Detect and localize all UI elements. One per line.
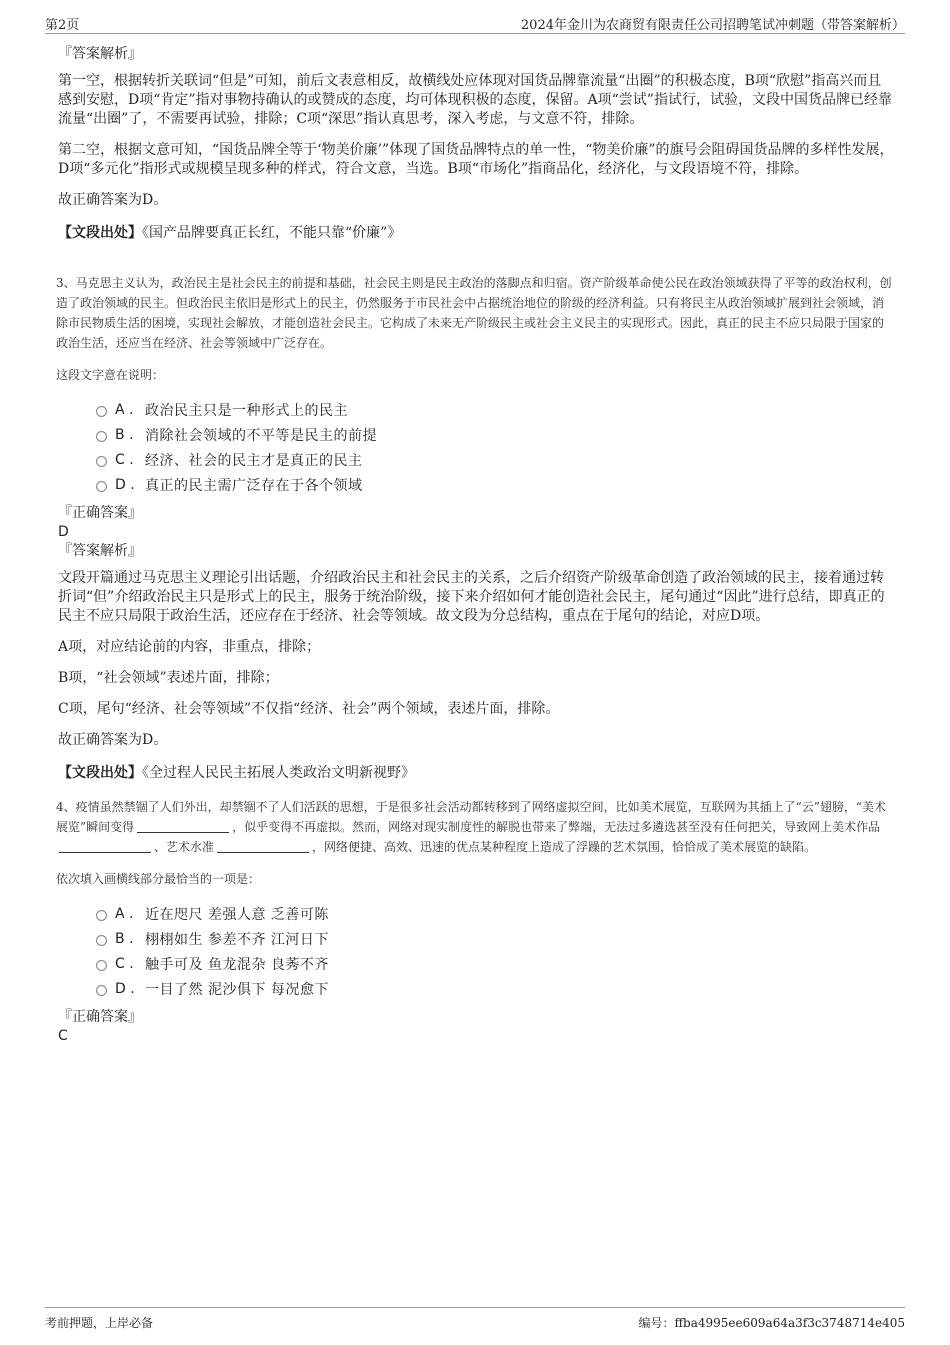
q3-analysis-paragraph: B项，“社会领域”表述片面，排除； (58, 670, 279, 686)
question-3 (56, 273, 894, 783)
q4-stem-part: ，网络便捷、高效、迅速的优点某种程度上造成了浮躁的艺术氛围，恰恰成了美术展览的缺陷。 (312, 840, 817, 854)
q4-stem-part: ，似乎变得不再虚拟。然而，网络对现实制度性的解脱也带来了弊端，无法过多遴选甚至没有任何把关，导致网上美术作品 (232, 820, 881, 834)
option-letter: D . (115, 980, 135, 997)
radio-icon[interactable] (96, 935, 107, 946)
correct-answer-label: 『正确答案』 (58, 1009, 142, 1025)
question-4 (56, 797, 894, 1045)
q4-option-d[interactable] (96, 976, 894, 1001)
radio-icon[interactable] (96, 910, 107, 921)
option-text: 经济、社会的民主才是真正的民主 (145, 452, 363, 469)
option-text: 真正的民主需广泛存在于各个领域 (145, 477, 363, 494)
q2-analysis-paragraph: 故正确答案为D。 (58, 192, 168, 208)
q3-analysis-paragraph: 故正确答案为D。 (58, 732, 168, 748)
page-content (56, 44, 894, 1045)
q3-analysis-paragraph: C项，尾句“经济、社会等领域”不仅指“经济、社会”两个领域，表述片面，排除。 (58, 701, 560, 717)
option-text: 触手可及 鱼龙混杂 良莠不齐 (145, 956, 329, 973)
q3-option-b[interactable] (96, 422, 894, 447)
option-text: 消除社会领域的不平等是民主的前提 (145, 427, 377, 444)
q4-stem-part: 4、疫情虽然禁锢了人们外出，却禁锢不了人们活跃的思想，于是很多社会活动都转移到了网络虚拟空间，比如美术展览，互联网为其插上了“云”翅膀，“美术展览”瞬间变得 (56, 800, 887, 834)
q2-source (58, 223, 894, 243)
q2-analysis-paragraph: 第一空，根据转折关联词“但是”可知，前后文表意相反，故横线处应体现对国货品牌靠流量“出圈”的积极态度，B项“欣慰”指高兴而且感到安慰，D项“肯定”指对事物持确认的或赞成的态度，均可体现积极的态度，保留。A项“尝试”指试行，试验，文段中国货品牌已经靠流量“出圈”了，不需要再试验，排除；C项“深思”指认真思考，深入考虑，与文意不符，排除。 (58, 73, 892, 127)
q2-analysis-block (56, 44, 894, 243)
document-title: 2024年金川为农商贸有限责任公司招聘笔试冲刺题（带答案解析） (520, 18, 905, 33)
page-number: 第2页 (45, 18, 80, 33)
q3-option-c[interactable] (96, 447, 894, 472)
document-code: 编号：ffba4995ee609a64a3f3c3748714e405 (638, 1316, 905, 1330)
analysis-label: 『答案解析』 (58, 543, 142, 559)
q3-source (58, 763, 894, 783)
fill-blank (59, 840, 151, 853)
footer-slogan: 考前押题，上岸必备 (45, 1316, 154, 1330)
q4-correct-answer: C (58, 1028, 68, 1044)
q2-analysis (56, 72, 894, 210)
radio-icon[interactable] (96, 456, 107, 467)
q2-analysis-paragraph: 第二空，根据文意可知，“国货品牌全等于‘物美价廉’”体现了国货品牌特点的单一性，“物美价廉”的旗号会阻碍国货品牌的多样性发展，D项“多元化”指形式或规模呈现多种的样式，符合文意，当选。B项“市场化”指商品化，经济化，与文段语境不符，排除。 (58, 142, 894, 177)
source-label: 【文段出处】 (58, 765, 142, 781)
option-letter: B . (115, 426, 134, 443)
radio-icon[interactable] (96, 406, 107, 417)
correct-answer-label: 『正确答案』 (58, 505, 142, 521)
radio-icon[interactable] (96, 985, 107, 996)
option-letter: A . (115, 401, 134, 418)
source-text: 《国产品牌要真正长红，不能只靠“价廉”》 (142, 225, 402, 241)
q4-options (96, 901, 894, 1001)
option-text: 一目了然 泥沙俱下 每况愈下 (145, 981, 329, 998)
option-letter: A . (115, 905, 134, 922)
option-text: 近在咫尺 差强人意 乏善可陈 (145, 906, 329, 923)
radio-icon[interactable] (96, 431, 107, 442)
analysis-label: 『答案解析』 (58, 46, 142, 62)
fill-blank (217, 840, 309, 853)
q3-prompt: 这段文字意在说明： (56, 368, 165, 382)
option-letter: B . (115, 930, 134, 947)
source-label: 【文段出处】 (58, 225, 142, 241)
option-letter: C . (115, 451, 134, 468)
radio-icon[interactable] (96, 960, 107, 971)
q3-option-d[interactable] (96, 472, 894, 497)
option-letter: D . (115, 476, 135, 493)
option-text: 栩栩如生 参差不齐 江河日下 (145, 931, 329, 948)
q4-prompt: 依次填入画横线部分最恰当的一项是： (56, 872, 261, 886)
q4-option-c[interactable] (96, 951, 894, 976)
q3-analysis-paragraph: 文段开篇通过马克思主义理论引出话题，介绍政治民主和社会民主的关系，之后介绍资产阶级革命创造了政治领域的民主，接着通过转折词“但”介绍政治民主只是形式上的民主，服务于统治阶级，接下来介绍如何才能创造社会民主，尾句通过“因此”进行总结，即真正的民主不应只局限于政治生活，还应存在于经济、社会等领域。故文段为分总结构，重点在于尾句的结论，对应D项。 (58, 570, 885, 624)
q3-analysis (56, 569, 894, 750)
option-letter: C . (115, 955, 134, 972)
source-text: 《全过程人民民主拓展人类政治文明新视野》 (142, 765, 415, 781)
q3-stem: 3、马克思主义认为，政治民主是社会民主的前提和基础，社会民主则是民主政治的落脚点和归宿。资产阶级革命使公民在政治领域获得了平等的政治权利，创造了政治领域的民主。但政治民主依旧是形式上的民主，仍然服务于市民社会中占据统治地位的阶级的经济利益。只有将民主从政治领域扩展到社会领域，消除市民物质生活的困境，实现社会解放，才能创造社会民主。它构成了未来无产阶级民主或社会主义民主的实现形式。因此，真正的民主不应只局限于国家的政治生活，还应当在经济、社会等领域中广泛存在。 (56, 276, 892, 350)
q3-option-a[interactable] (96, 397, 894, 422)
q4-stem-part: 、艺术水准 (154, 840, 215, 854)
page-header (45, 10, 905, 34)
q4-option-a[interactable] (96, 901, 894, 926)
q3-analysis-paragraph: A项，对应结论前的内容，非重点，排除； (58, 639, 321, 655)
q3-options (96, 397, 894, 497)
q3-correct-answer: D (58, 524, 69, 540)
option-text: 政治民主只是一种形式上的民主 (145, 402, 348, 419)
q4-stem (56, 797, 894, 857)
fill-blank (137, 820, 229, 833)
radio-icon[interactable] (96, 481, 107, 492)
q4-option-b[interactable] (96, 926, 894, 951)
page-footer (45, 1307, 905, 1335)
